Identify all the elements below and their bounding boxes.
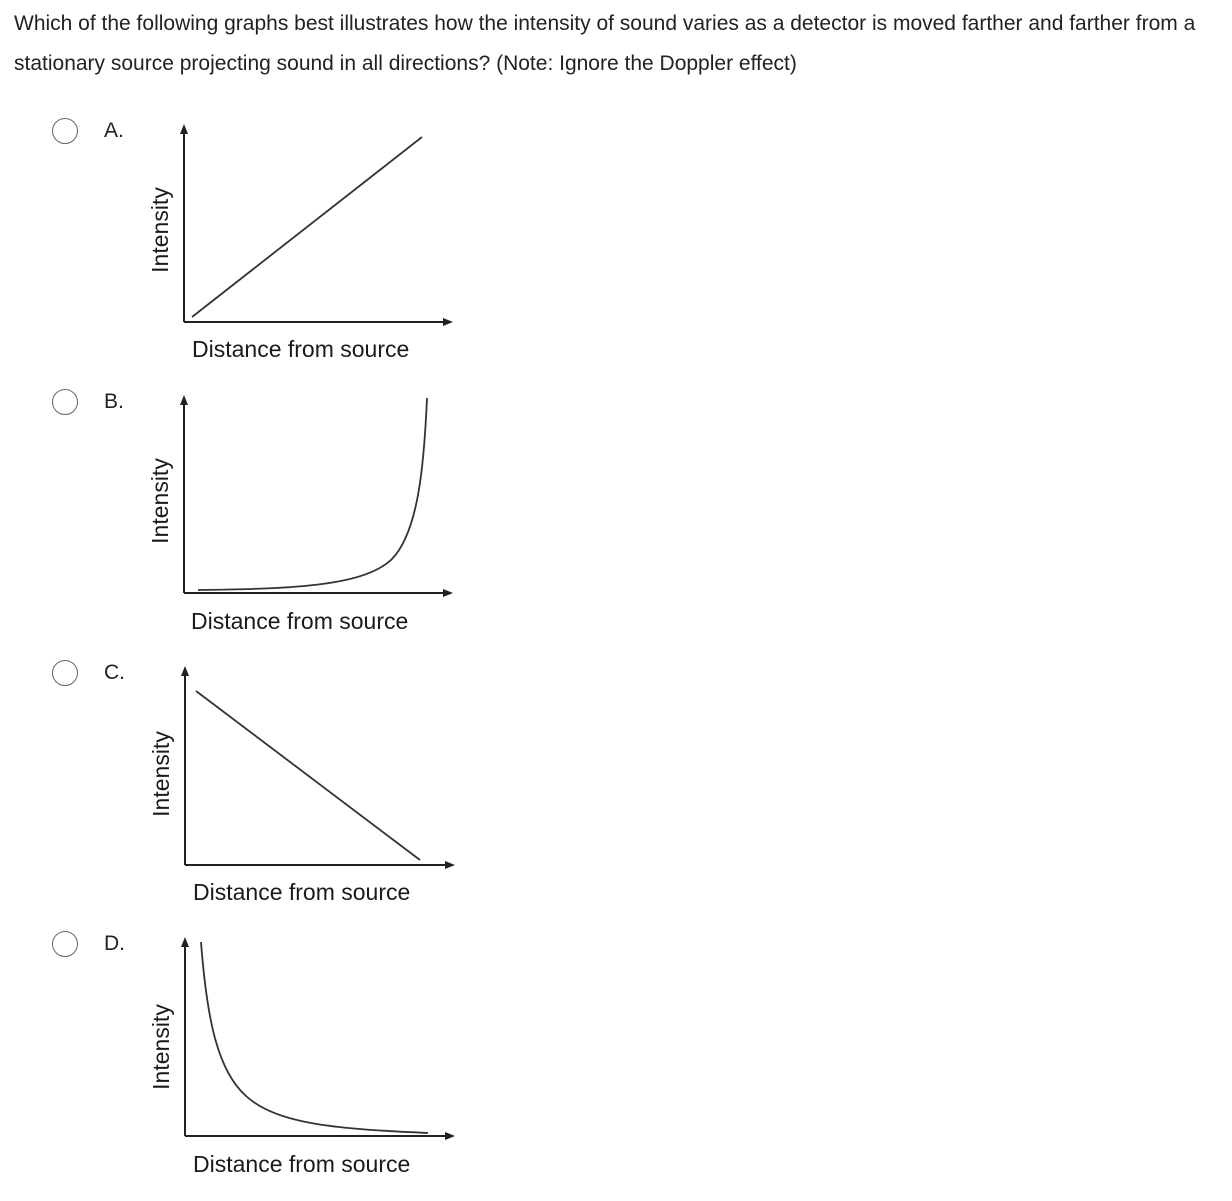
y-axis-arrow — [181, 666, 189, 676]
option-c-label: C. — [104, 661, 125, 684]
curve-decreasing-linear — [196, 691, 420, 860]
y-axis-label: Intensity — [147, 458, 173, 544]
option-b-label: B. — [104, 390, 124, 413]
option-c[interactable] — [0, 660, 480, 930]
x-axis-arrow — [443, 589, 453, 597]
curve-inverse-decay — [201, 942, 428, 1133]
x-axis-label: Distance from source — [193, 1151, 411, 1177]
x-axis-label: Distance from source — [191, 608, 409, 634]
graph-c — [0, 660, 480, 910]
graph-b — [0, 389, 480, 639]
option-d[interactable] — [0, 931, 480, 1201]
y-axis-arrow — [181, 937, 189, 947]
x-axis-label: Distance from source — [192, 336, 410, 362]
option-a-label: A. — [104, 119, 124, 142]
y-axis-arrow — [180, 395, 188, 405]
y-axis-label: Intensity — [148, 1004, 174, 1090]
x-axis-label: Distance from source — [193, 879, 411, 905]
graph-d — [0, 931, 480, 1186]
graph-a — [0, 118, 480, 368]
x-axis-arrow — [445, 861, 455, 869]
y-axis-arrow — [180, 124, 188, 134]
option-d-label: D. — [104, 932, 125, 955]
option-b[interactable] — [0, 389, 480, 659]
y-axis-label: Intensity — [147, 187, 173, 273]
curve-increasing-exponential — [198, 398, 427, 590]
curve-increasing-linear — [192, 137, 422, 317]
x-axis-arrow — [443, 318, 453, 326]
y-axis-label: Intensity — [148, 731, 174, 817]
question-text: Which of the following graphs best illustrates how the intensity of sound varies as a detector is moved farther and farther from a stationary source projecting sound in all directions? (Note: Ignore the Doppler effect) — [14, 12, 1196, 75]
x-axis-arrow — [445, 1132, 455, 1140]
option-a[interactable] — [0, 118, 480, 388]
